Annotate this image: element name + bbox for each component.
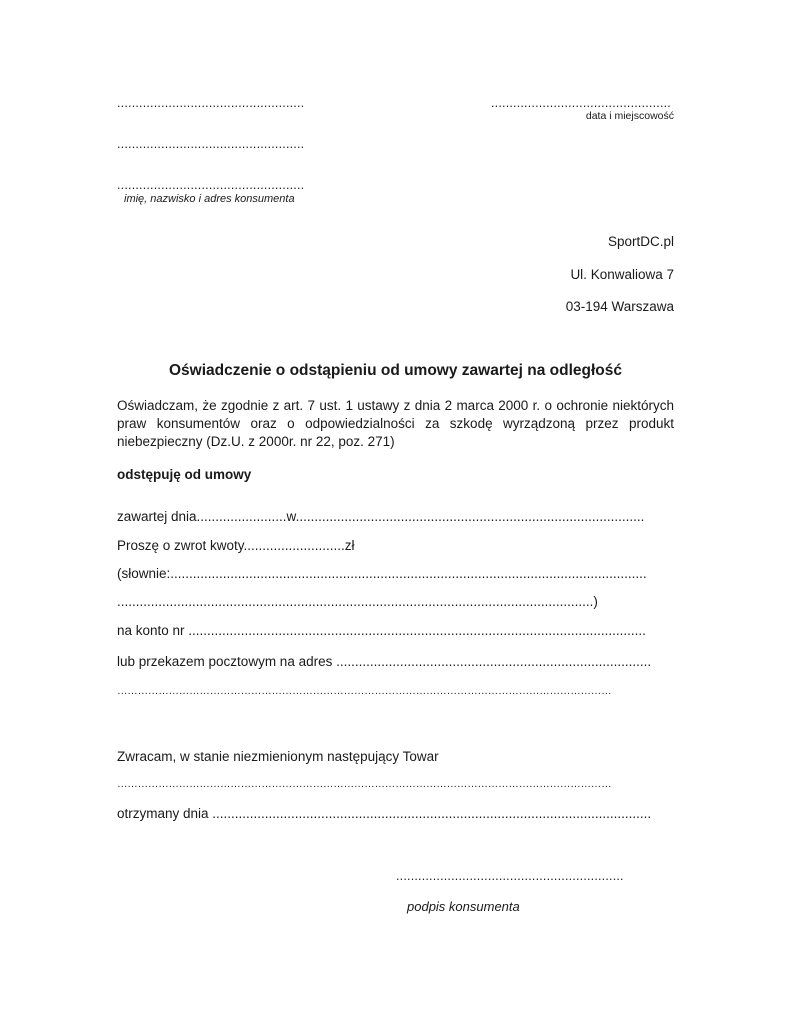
date-place-line: ................................................. <box>491 96 671 110</box>
postal-order-address-continuation: ……………………………………………………………………………………………………………………………… <box>117 685 612 697</box>
account-number-line: na konto nr .......................................................................................................................... <box>117 623 646 638</box>
contract-date-line: zawartej dnia........................w............................................................................................. <box>117 509 645 524</box>
recipient-name: SportDC.pl <box>607 234 674 249</box>
amount-in-words-continuation: ...............................................................................................................................) <box>117 594 598 609</box>
refund-amount-line: Proszę o zwrot kwoty...........................zł <box>117 538 355 553</box>
amount-in-words-line: (słownie:............................................................................................................................... <box>117 566 647 581</box>
recipient-street: Ul. Konwaliowa 7 <box>570 267 674 282</box>
returned-goods-line: ……………………………………………………………………………………………………………………………… <box>117 778 612 790</box>
return-goods-label: Zwracam, w stanie niezmienionym następujący Towar <box>117 749 439 764</box>
sender-caption: imię, nazwisko i adres konsumenta <box>124 193 295 205</box>
recipient-city: 03-194 Warszawa <box>565 299 674 314</box>
date-place-caption: data i miejscowość <box>585 110 674 122</box>
received-date-line: otrzymany dnia ..................................................................................................................... <box>117 806 652 821</box>
sender-line-2: ................................................... <box>117 137 305 151</box>
withdraw-label: odstępuję od umowy <box>117 467 252 482</box>
postal-order-address-line: lub przekazem pocztowym na adres .................................................................................... <box>117 654 652 669</box>
signature-line: .............................................................. <box>396 869 624 883</box>
sender-line-1: ................................................... <box>117 96 305 110</box>
sender-line-3: ................................................... <box>117 178 305 192</box>
signature-caption: podpis konsumenta <box>407 899 520 914</box>
document-title: Oświadczenie o odstąpieniu od umowy zawartej na odległość <box>168 362 623 379</box>
declaration-paragraph: Oświadczam, że zgodnie z art. 7 ust. 1 ustawy z dnia 2 marca 2000 r. o ochronie niektórych praw konsumentów oraz o odpowiedzialności za szkodę wyrządzoną przez produkt niebezpieczny (Dz.U. z 2000r. nr 22, poz. 271) <box>117 398 674 449</box>
